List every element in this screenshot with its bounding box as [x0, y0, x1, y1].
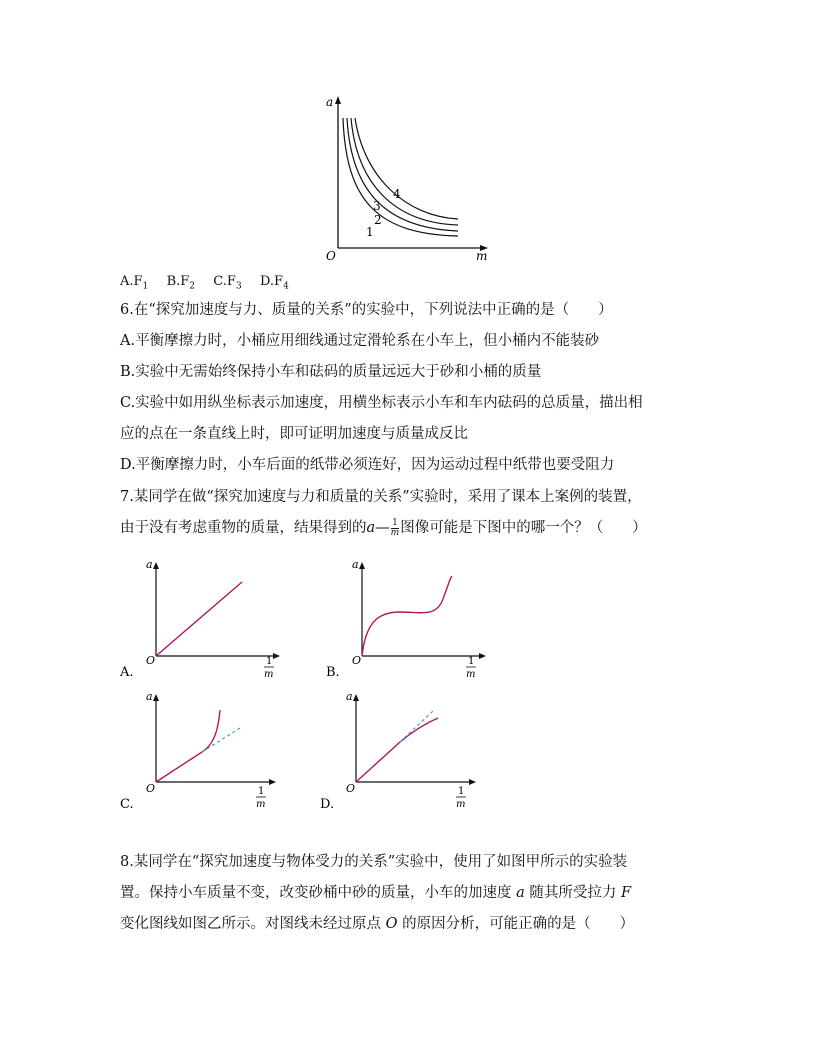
graph-c-option: C.	[120, 797, 134, 812]
fig1-x-label: m	[476, 249, 488, 263]
curve-label-4: 4	[393, 187, 401, 201]
q6-option-b: B.实验中无需始终保持小车和砝码的质量远远大于砂和小桶的质量	[120, 364, 542, 380]
q8-stem-line3: 变化图线如图乙所示。对图线未经过原点 O 的原因分析，可能正确的是（ ）	[120, 916, 635, 932]
q7-graph-d	[316, 684, 486, 814]
graph-b-curve	[362, 576, 452, 656]
graph-c-x-den: m	[256, 799, 266, 810]
graph-d-x-num: 1	[458, 786, 465, 797]
graph-a-x-num: 1	[266, 656, 273, 667]
graph-b-x-den: m	[466, 669, 476, 680]
graph-a-line	[156, 582, 242, 656]
y-axis-arrow	[335, 96, 341, 104]
q6-option-d: D.平衡摩擦力时，小车后面的纸带必须连好，因为运动过程中纸带也要受阻力	[120, 457, 615, 473]
graph-d-origin: O	[346, 782, 356, 795]
q7-graph-a	[116, 552, 286, 682]
q6-option-c-line2: 应的点在一条直线上时，即可证明加速度与质量成反比	[120, 426, 468, 442]
q7-inline-fraction: $\frac{1}{m}$	[390, 517, 400, 538]
q8-stem-line1: 8.某同学在“探究加速度与物体受力的关系”实验中，使用了如图甲所示的实验装	[120, 854, 628, 870]
q7-graph-c	[116, 684, 286, 814]
graph-b-option: B.	[326, 665, 340, 680]
graph-c-origin: O	[146, 782, 156, 795]
graph-c-x-num: 1	[258, 786, 265, 797]
q6-option-c-line1: C.实验中如用纵坐标表示加速度，用横坐标表示小车和车内砝码的总质量，描出相	[120, 395, 643, 411]
graph-c-dashed	[202, 728, 240, 752]
q5-option-b: $B.F_2$	[166, 274, 196, 292]
curve-3	[351, 118, 458, 225]
graph-a-y-label: a	[146, 558, 153, 571]
q5-options	[120, 272, 289, 297]
q6-option-a: A.平衡摩擦力时，小桶应用细线通过定滑轮系在小车上，但小桶内不能装砂	[120, 333, 600, 349]
graph-c-curve	[156, 710, 220, 782]
curve-2	[347, 118, 458, 231]
a-m-figure	[318, 92, 498, 264]
graph-d-curve	[356, 718, 438, 782]
graph-a-origin: O	[146, 654, 156, 667]
q5-option-d: $D.F_4$	[259, 274, 289, 292]
q8-stem-line2: 置。保持小车质量不变，改变砂桶中砂的质量，小车的加速度 a 随其所受拉力 F	[120, 885, 632, 901]
graph-b-y-label: a	[352, 558, 359, 571]
curve-label-2: 2	[374, 213, 382, 227]
graph-a-x-den: m	[264, 669, 274, 680]
q6-stem: 6.在“探究加速度与力、质量的关系”的实验中，下列说法中正确的是（ ）	[120, 302, 613, 318]
graph-b-origin: O	[352, 654, 362, 667]
fig1-y-label: a	[326, 95, 334, 109]
fig1-origin: O	[326, 249, 336, 263]
graph-d-dashed	[400, 710, 434, 742]
graph-a-option: A.	[120, 665, 134, 680]
q5-option-a: $A.F_1$	[120, 274, 149, 292]
q5-option-c: $C.F_3$	[213, 274, 242, 292]
curve-4	[355, 118, 458, 219]
graph-d-x-den: m	[456, 799, 466, 810]
q7-graph-b	[322, 552, 492, 682]
curve-label-3: 3	[373, 199, 381, 213]
graph-b-x-num: 1	[468, 656, 475, 667]
curve-label-1: 1	[366, 225, 374, 239]
q7-stem-line1: 7.某同学在做“探究加速度与力和质量的关系”实验时，采用了课本上案例的装置，	[120, 489, 642, 505]
graph-d-option: D.	[320, 797, 335, 812]
q7-stem-line2: 由于没有考虑重物的质量，结果得到的a— $\frac{1}{m}$ 图像可能是下图中的哪一个？（ ）	[120, 517, 647, 538]
graph-d-y-label: a	[346, 690, 353, 703]
graph-c-y-label: a	[146, 690, 153, 703]
